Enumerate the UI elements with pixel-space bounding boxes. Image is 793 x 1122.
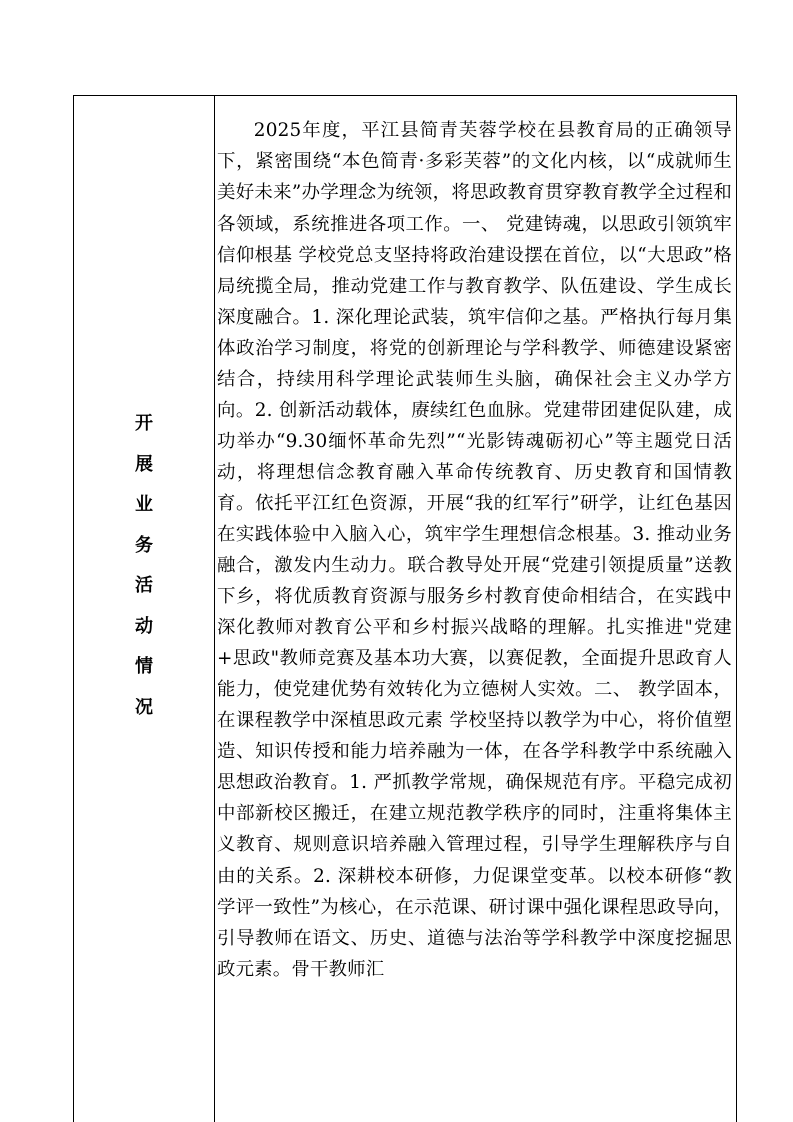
label-char: 开 <box>135 413 153 434</box>
label-char: 展 <box>135 453 153 475</box>
label-char: 动 <box>135 615 153 637</box>
section-label-cell <box>74 96 214 1122</box>
label-char: 情 <box>135 656 153 677</box>
section-label <box>74 404 214 728</box>
form-table <box>73 95 737 1122</box>
label-char: 务 <box>135 534 153 556</box>
content-cell <box>215 96 736 1122</box>
label-char: 况 <box>135 696 153 718</box>
content-paragraph: 2025年度，平江县简青芙蓉学校在县教育局的正确领导下，紧密围绕“本色简青·多彩芙蓉”的文化内核，以“成就师生美好未来”办学理念为统领，将思政教育贯穿教育教学全过程和各领域，系统推进各项工作。一、 党建铸魂，以思政引领筑牢信仰根基 学校党总支坚持将政治建设摆在首位，以“大思政”格局统揽全局，推动党建工作与教育教学、队伍建设、学生成长深度融合。1. 深化理论武装，筑牢信仰之基。严格执行每月集体政治学习制度，将党的创新理论与学科教学、师德建设紧密结合，持续用科学理论武装师生头脑，确保社会主义办学方向。2. 创新活动载体，赓续红色血脉。党建带团建促队建，成功举办“9.30缅怀革命先烈”“光影铸魂砺初心”等主题党日活动，将理想信念教育融入革命传统教育、历史教育和国情教育。依托平江红色资源，开展“我的红军行”研学，让红色基因在实践体验中入脑入心，筑牢学生理想信念根基。3. 推动业务融合，激发内生动力。联合教导处开展“党建引领提质量”送教下乡，将优质教育资源与服务乡村教育使命相结合，在实践中深化教师对教育公平和乡村振兴战略的理解。扎实推进"党建+思政"教师竞赛及基本功大赛，以赛促教，全面提升思政育人能力，使党建优势有效转化为立德树人实效。二、 教学固本，在课程教学中深植思政元素 学校坚持以教学为中心，将价值塑造、知识传授和能力培养融为一体，在各学科教学中系统融入思想政治教育。1. 严抓教学常规，确保规范有序。平稳完成初中部新校区搬迁，在建立规范教学秩序的同时，注重将集体主义教育、规则意识培养融入管理过程，引导学生理解秩序与自由的关系。2. 深耕校本研修，力促课堂变革。以校本研修“教学评一致性”为核心，在示范课、研讨课中强化课程思政导向，引导教师在语文、历史、道德与法治等学科教学中深度挖掘思政元素。骨干教师汇 <box>217 120 732 980</box>
label-char: 业 <box>135 494 153 515</box>
label-char: 活 <box>135 575 153 596</box>
